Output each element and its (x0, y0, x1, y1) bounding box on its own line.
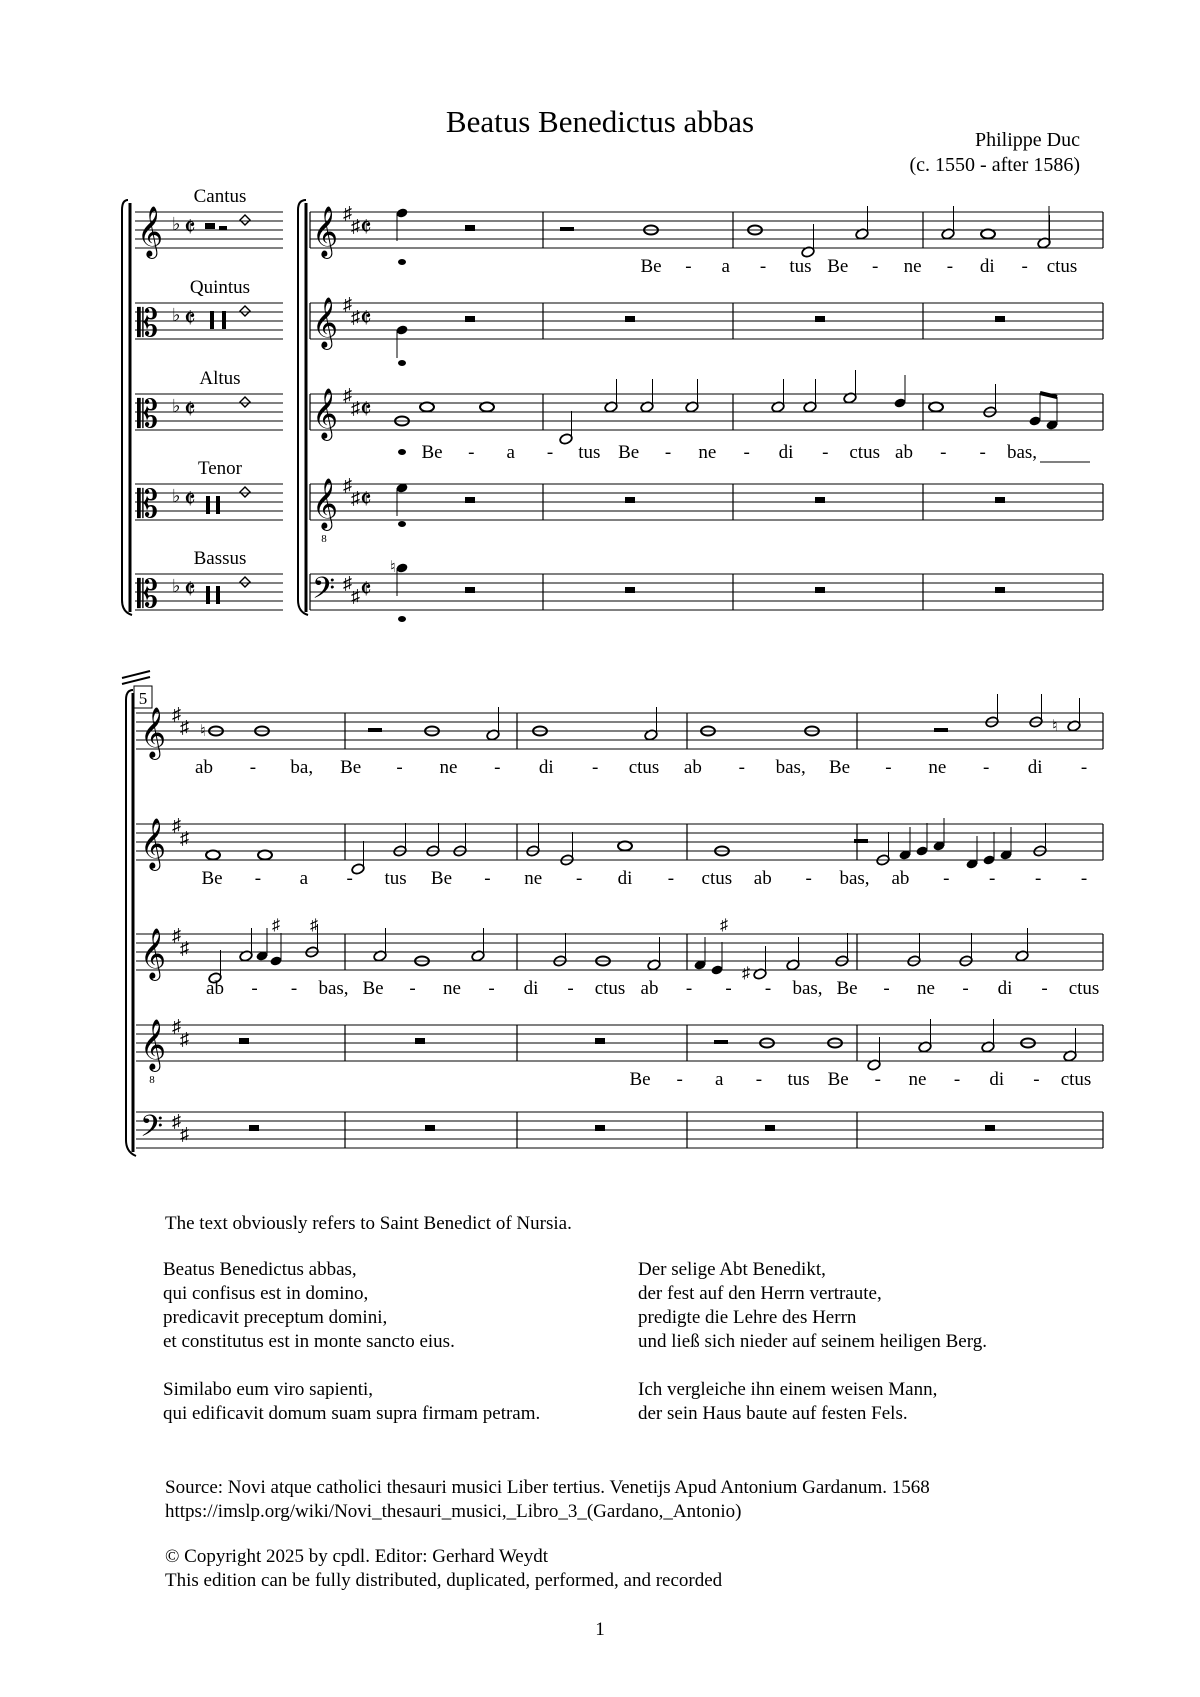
composer-name: Philippe Duc (975, 129, 1080, 151)
quintus-s2-syllable: - (254, 868, 262, 889)
whole-rest (985, 1125, 995, 1131)
voice-name-bassus: Bassus (193, 548, 247, 569)
cut-time: 𝄵 (184, 485, 196, 514)
altus-s1-syllable: tus (578, 442, 601, 463)
half-rest (854, 839, 868, 843)
tenor-s2-syllable: Be (827, 1069, 849, 1090)
c-clef: 𝄡 (137, 484, 159, 526)
cantus-s2-syllable: - (738, 757, 745, 778)
treble-clef: 𝄞 (140, 929, 167, 978)
german-line: Der selige Abt Benedikt, (638, 1259, 826, 1280)
quintus-s2-syllable: - (667, 868, 675, 889)
voice-name-altus: Altus (199, 368, 241, 389)
cantus-s1-syllable: a (721, 256, 730, 277)
cantus-s2-syllable: - (591, 757, 599, 778)
cantus-s2-syllable: - (885, 757, 892, 778)
latin-line: Similabo eum viro sapienti, (163, 1379, 374, 1400)
cantus-s2-syllable: ab (195, 757, 213, 778)
c-clef: 𝄡 (137, 303, 159, 345)
altus-s2-syllable: - (883, 978, 890, 999)
cantus-s2-syllable: - (1080, 757, 1088, 778)
bass-clef: 𝄢 (140, 1110, 164, 1150)
sharp-sign: ♯ (343, 203, 352, 223)
copyright-notice (165, 1545, 722, 1593)
sharp-sign: ♯ (172, 1016, 181, 1036)
altus-s2-syllable: - (290, 978, 298, 999)
whole-note (480, 403, 494, 412)
treble-clef: 𝄞 (140, 1020, 167, 1069)
treble-clef: 𝄞 (137, 207, 164, 256)
half-rest (368, 728, 382, 732)
quintus-s2-syllable: - (575, 868, 583, 889)
quintus-s2-syllable: - (805, 868, 812, 889)
half-rest (560, 227, 574, 231)
whole-rest (815, 497, 825, 503)
tenor-s2-syllable: - (755, 1069, 763, 1090)
cut-time: 𝄵 (360, 395, 372, 424)
altus-s1-syllable: di (778, 442, 794, 463)
cantus-s2-syllable: bas, (775, 757, 806, 778)
altus-s2-syllable: - (764, 978, 772, 999)
incipit-note (240, 306, 250, 316)
cantus-s2-syllable: ab (683, 757, 702, 778)
quintus-s2-syllable: - (1034, 868, 1042, 889)
cut-time: 𝄵 (184, 395, 196, 424)
altus-s2-syllable: bas, (318, 978, 349, 999)
latin-line: Beatus Benedictus abbas, (163, 1259, 357, 1280)
voice-name-quintus: Quintus (189, 277, 251, 298)
treble-clef: 𝄞 (140, 708, 167, 757)
cantus-s2-syllable: ne (439, 757, 458, 778)
altus-s1-syllable: - (664, 442, 672, 463)
german-stanza-1 (638, 1258, 987, 1354)
incipit-breve (222, 311, 226, 329)
treble-clef: 𝄞 (140, 819, 167, 868)
altus-s1-syllable: ab (895, 442, 913, 463)
sharp-sign: ♯ (172, 925, 181, 945)
page-title: Beatus Benedictus abbas (445, 104, 755, 139)
license-line: This edition can be fully distributed, duplicated, performed, and recorded (165, 1570, 723, 1591)
tenor-s2-syllable: ne (908, 1069, 927, 1090)
whole-rest (815, 587, 825, 593)
copyright-line: © Copyright 2025 by cpdl. Editor: Gerhard Weydt (165, 1546, 548, 1567)
sharp-sign: ♯ (172, 815, 181, 835)
score-system-1 (122, 186, 1103, 622)
cantus-s1-syllable: tus (789, 256, 812, 277)
whole-rest (595, 1038, 605, 1044)
incipit-breve (210, 311, 214, 329)
cantus-s2-syllable: di (1027, 757, 1043, 778)
c-clef: 𝄡 (137, 394, 159, 436)
incipit-rest (206, 586, 210, 604)
voice-name-tenor: Tenor (197, 458, 243, 479)
sharp-sign: ♯ (720, 917, 728, 934)
voice-name-cantus: Cantus (193, 186, 247, 207)
tenor-s2-syllable: di (989, 1069, 1005, 1090)
cantus-s1-syllable: Be (827, 256, 849, 277)
cantus-s1-syllable: ctus (1046, 256, 1078, 277)
cut-time: 𝄵 (184, 575, 196, 604)
altus-s2-syllable: ab (206, 978, 224, 999)
sharp-sign: ♯ (351, 216, 360, 236)
cut-time: 𝄵 (360, 575, 372, 604)
cut-time: 𝄵 (184, 213, 196, 242)
whole-rest (465, 225, 475, 231)
altus-s2-syllable: Be (362, 978, 384, 999)
german-text (638, 1258, 987, 1426)
cantus-s1-syllable: - (872, 256, 879, 277)
incipit-rest (216, 496, 220, 514)
edition-note: The text obviously refers to Saint Benedict of Nursia. (165, 1213, 572, 1234)
cut-time: 𝄵 (360, 304, 372, 333)
bass-clef: 𝄢 (312, 572, 336, 612)
sharp-sign: ♯ (310, 917, 318, 934)
tenor-s2-syllable: Be (629, 1069, 651, 1090)
whole-rest (815, 316, 825, 322)
sharp-sign: ♯ (343, 573, 352, 593)
incipit-rest (216, 586, 220, 604)
altus-s2-syllable: ab (640, 978, 659, 999)
sharp-sign: ♯ (180, 717, 189, 737)
system-divider (122, 671, 150, 678)
cantus-s1-syllable: - (946, 256, 954, 277)
whole-rest (415, 1038, 425, 1044)
whole-rest (465, 316, 475, 322)
rest (219, 226, 227, 230)
cut-time: 𝄵 (360, 485, 372, 514)
incipit-note (240, 577, 250, 587)
page-number: 1 (595, 1619, 605, 1640)
ambitus-note (398, 360, 406, 366)
whole-rest (625, 587, 635, 593)
sharp-sign: ♯ (180, 938, 189, 958)
half-rest (714, 1040, 728, 1044)
altus-s1-syllable: - (743, 442, 750, 463)
cantus-s1-syllable: di (979, 256, 995, 277)
altus-s1-syllable: ctus (849, 442, 880, 463)
whole-note (929, 403, 943, 412)
altus-s2-syllable: ne (917, 978, 935, 999)
quintus-s2-syllable: tus (384, 868, 407, 889)
whole-rest (995, 316, 1005, 322)
cantus-s2-syllable: di (538, 757, 554, 778)
half-rest (934, 728, 948, 732)
flat-sign: ♭ (172, 214, 181, 234)
treble-clef: 𝄞 (312, 479, 339, 528)
quintus-s2-syllable: di (617, 868, 633, 889)
altus-s2-syllable: - (962, 978, 969, 999)
quintus-s2-syllable: - (346, 868, 353, 889)
cantus-s2-syllable: - (983, 757, 990, 778)
ambitus-note (398, 521, 406, 527)
sharp-sign: ♯ (343, 294, 352, 314)
german-stanza-2 (638, 1378, 987, 1426)
c-clef: 𝄡 (137, 574, 159, 616)
treble-clef: 𝄞 (312, 298, 339, 347)
ambitus-note (398, 259, 406, 265)
altus-s2-syllable: - (685, 978, 693, 999)
sharp-sign: ♯ (272, 917, 280, 934)
cantus-s2-syllable: - (396, 757, 403, 778)
composer-dates: (c. 1550 - after 1586) (909, 154, 1080, 176)
quintus-s2-syllable: - (1080, 868, 1088, 889)
tenor-s2-syllable: a (715, 1069, 724, 1090)
incipit-rest (206, 496, 210, 514)
half-note (559, 433, 573, 445)
sharp-sign: ♯ (351, 398, 360, 418)
whole-note (420, 403, 434, 412)
latin-line: et constitutus est in monte sancto eius. (163, 1331, 455, 1352)
tenor-s2-syllable: - (874, 1069, 881, 1090)
cantus-s2-syllable: - (494, 757, 501, 778)
cantus-s2-syllable: Be (829, 757, 851, 778)
natural-sign: ♮ (200, 723, 206, 740)
cut-time: 𝄵 (360, 213, 372, 242)
quintus-s2-syllable: - (943, 868, 950, 889)
sharp-sign: ♯ (742, 965, 750, 982)
cantus-s1-syllable: ne (903, 256, 922, 277)
altus-s2-syllable: - (567, 978, 574, 999)
whole-rest (625, 316, 635, 322)
whole-rest (595, 1125, 605, 1131)
flat-sign: ♭ (172, 486, 181, 506)
altus-s2-syllable: - (725, 978, 732, 999)
quintus-s2-syllable: a (299, 868, 309, 889)
incipit-note (240, 487, 250, 497)
altus-s1-syllable: a (506, 442, 515, 463)
ambitus-note (398, 449, 406, 455)
altus-s1-syllable: - (546, 442, 554, 463)
whole-note (618, 842, 632, 851)
altus-s1-syllable: Be (421, 442, 443, 463)
altus-s2-syllable: ctus (594, 978, 626, 999)
quintus-s2-syllable: ab (753, 868, 772, 889)
cantus-s2-syllable: - (249, 757, 257, 778)
altus-s1-syllable: - (940, 442, 947, 463)
whole-rest (465, 497, 475, 503)
altus-s2-syllable: ne (443, 978, 461, 999)
source-url: https://imslp.org/wiki/Novi_thesauri_musici,_Libro_3_(Gardano,_Antonio) (165, 1501, 742, 1522)
whole-note (981, 230, 995, 239)
altus-s1-syllable: ne (698, 442, 717, 463)
half-rest (205, 223, 215, 229)
whole-note (258, 851, 272, 860)
sharp-sign: ♯ (180, 1029, 189, 1049)
altus-s2-syllable: bas, (792, 978, 823, 999)
sharp-sign: ♯ (172, 704, 181, 724)
tenor-s2-syllable: - (1033, 1069, 1040, 1090)
altus-s1-syllable: - (979, 442, 986, 463)
cantus-s2-syllable: ne (928, 757, 947, 778)
quintus-s2-syllable: - (484, 868, 491, 889)
cantus-s1-syllable: - (685, 256, 692, 277)
incipit-note (240, 215, 250, 225)
octave-mark: 8 (321, 533, 327, 545)
sharp-sign: ♯ (351, 586, 360, 606)
incipit-note (240, 397, 250, 407)
whole-rest (465, 587, 475, 593)
german-line: Ich vergleiche ihn einem weisen Mann, (638, 1379, 938, 1400)
system-divider (122, 677, 150, 684)
whole-rest (625, 497, 635, 503)
measure-number: 5 (138, 689, 148, 708)
sharp-sign: ♯ (180, 828, 189, 848)
cantus-s2-syllable: ba, (290, 757, 314, 778)
german-line: und ließ sich nieder auf seinem heiligen Berg. (638, 1331, 987, 1352)
score-system-2 (122, 671, 1103, 1156)
quintus-s2-syllable: Be (430, 868, 453, 889)
flat-sign: ♭ (172, 305, 181, 325)
quintus-s2-syllable: - (989, 868, 996, 889)
latin-stanza-2 (163, 1378, 540, 1426)
whole-rest (995, 497, 1005, 503)
altus-s2-syllable: ctus (1068, 978, 1100, 999)
whole-note (206, 851, 220, 860)
cantus-s1-syllable: - (1021, 256, 1028, 277)
latin-line: qui edificavit domum suam supra firmam petram. (163, 1403, 541, 1424)
ambitus-note (398, 616, 406, 622)
altus-s2-syllable: - (251, 978, 258, 999)
quintus-s2-syllable: ab (891, 868, 910, 889)
tenor-s2-syllable: tus (787, 1069, 810, 1090)
quintus-s2-syllable: ne (524, 868, 543, 889)
altus-s1-syllable: - (468, 442, 475, 463)
german-line: predigte die Lehre des Herrn (638, 1307, 857, 1328)
altus-s2-syllable: di (997, 978, 1013, 999)
altus-s2-syllable: - (1041, 978, 1048, 999)
sharp-sign: ♯ (172, 1111, 181, 1131)
whole-rest (995, 587, 1005, 593)
tenor-s2-syllable: ctus (1060, 1069, 1092, 1090)
treble-clef: 𝄞 (312, 389, 339, 438)
whole-rest (249, 1125, 259, 1131)
sharp-sign: ♯ (343, 475, 352, 495)
german-line: der fest auf den Herrn vertraute, (638, 1283, 882, 1304)
sharp-sign: ♯ (343, 385, 352, 405)
quintus-s2-syllable: ctus (701, 868, 733, 889)
latin-text (163, 1258, 540, 1426)
quintus-s2-syllable: Be (201, 868, 223, 889)
cantus-s1-syllable: Be (640, 256, 662, 277)
flat-sign: ♭ (172, 396, 181, 416)
octave-mark: 8 (149, 1074, 155, 1086)
natural-sign: ♮ (1052, 718, 1058, 735)
german-line: der sein Haus baute auf festen Fels. (638, 1403, 908, 1424)
sharp-sign: ♯ (351, 307, 360, 327)
half-note (351, 863, 365, 875)
whole-rest (425, 1125, 435, 1131)
whole-rest (239, 1038, 249, 1044)
latin-stanza-1 (163, 1258, 540, 1354)
cantus-s2-syllable: ctus (628, 757, 660, 778)
altus-s2-syllable: di (523, 978, 539, 999)
cut-time: 𝄵 (184, 304, 196, 333)
altus-s1-syllable: Be (618, 442, 640, 463)
tenor-s2-syllable: - (953, 1069, 961, 1090)
sharp-sign: ♯ (351, 488, 360, 508)
sharp-sign: ♯ (180, 1124, 189, 1144)
natural-sign: ♮ (390, 559, 396, 576)
altus-s2-syllable: - (409, 978, 416, 999)
latin-line: predicavit preceptum domini, (163, 1307, 388, 1328)
source-citation (165, 1476, 930, 1524)
altus-s1-syllable: bas, (1006, 442, 1038, 463)
tenor-s2-syllable: - (676, 1069, 683, 1090)
altus-s1-syllable: - (822, 442, 829, 463)
cantus-s1-syllable: - (759, 256, 767, 277)
altus-s2-syllable: - (488, 978, 495, 999)
cantus-s2-syllable: Be (340, 757, 362, 778)
whole-rest (765, 1125, 775, 1131)
altus-s2-syllable: Be (836, 978, 858, 999)
source-line: Source: Novi atque catholici thesauri musici Liber tertius. Venetijs Apud Antonium Gardanum. 1568 (165, 1477, 930, 1498)
latin-line: qui confisus est in domino, (163, 1283, 369, 1304)
treble-clef: 𝄞 (312, 207, 339, 256)
quintus-s2-syllable: bas, (839, 868, 870, 889)
flat-sign: ♭ (172, 576, 181, 596)
